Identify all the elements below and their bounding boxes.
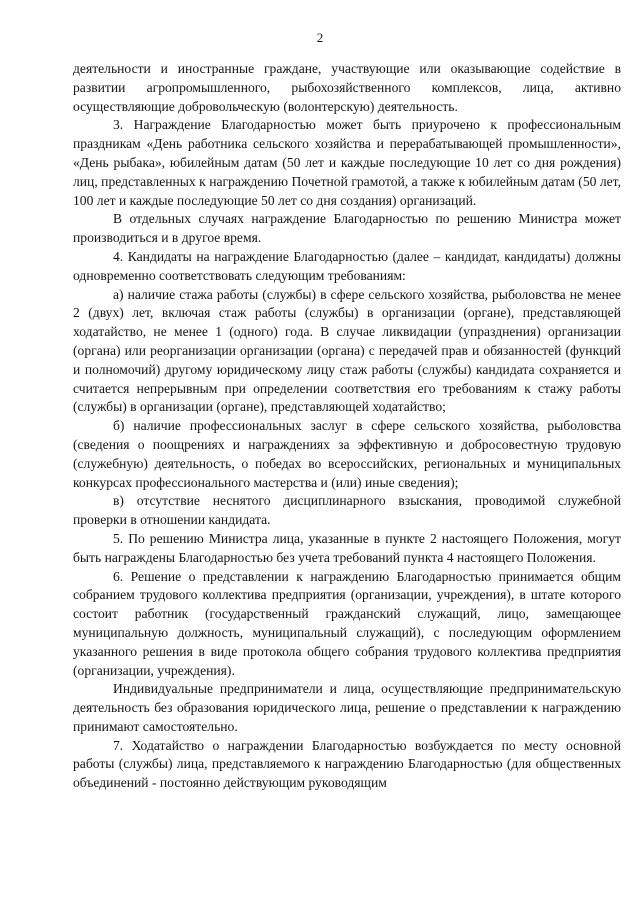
document-body bbox=[73, 60, 621, 793]
paragraph-item-4b: б) наличие профессиональных заслуг в сфере сельского хозяйства, рыболовства (сведения о поощрениях и награждениях за эффективную и добросовестную трудовую (служебную) деятельность, о победах во всероссийских, региональных и муниципальных конкурсах профессионального мастерства и (или) иные сведения); bbox=[73, 418, 621, 490]
page-number: 2 bbox=[316, 30, 324, 45]
paragraph-item-4: 4. Кандидаты на награждение Благодарностью (далее – кандидат, кандидаты) должны одновременно соответствовать следующим требованиям: bbox=[73, 248, 621, 283]
paragraph-item-7: 7. Ходатайство о награждении Благодарностью возбуждается по месту основной работы (службы) лица, представляемого к награждению Благодарностью (для общественных объединений - постоянно действующим руководящим bbox=[73, 737, 621, 791]
paragraph-entrepreneurs: Индивидуальные предприниматели и лица, осуществляющие предпринимательскую деятельность без образования юридического лица, решение о представлении к награждению принимают самостоятельно. bbox=[73, 681, 621, 734]
paragraph-item-3: 3. Награждение Благодарностью может быть приурочено к профессиональным праздникам «День работника сельского хозяйства и перерабатывающей промышленности», «День рыбака», юбилейным датам (50 лет и каждые последующие 10 лет со дня рождения) лиц, представленных к награждению Почетной грамотой, а также к юбилейным датам (50 лет, 100 лет и каждые последующие 50 лет со дня создания) организаций. bbox=[73, 117, 621, 208]
paragraph-item-4c: в) отсутствие неснятого дисциплинарного взыскания, проводимой служебной проверки в отношении кандидата. bbox=[73, 493, 621, 528]
paragraph-item-5: 5. По решению Министра лица, указанные в пункте 2 настоящего Положения, могут быть награждены Благодарностью без учета требований пункта 4 настоящего Положения. bbox=[73, 530, 621, 565]
paragraph-item-4a: а) наличие стажа работы (службы) в сфере сельского хозяйства, рыболовства не менее 2 (двух) лет, включая стаж работы (службы) в организации (органе), представляющей ходатайство, не менее 1 (одного) года. В случае ликвидации (упразднения) организации (органа) или реорганизации организации (органа) с передачей прав и обязанностей (функций и полномочий) другому юридическому лицу стаж работы (службы) кандидата сохраняется и считается непрерывным при определении соответствия его требованиям к стажу работы (службы) в организации (органе), представляющей ходатайство; bbox=[73, 286, 621, 415]
paragraph-item-6: 6. Решение о представлении к награждению Благодарностью принимается общим собранием трудового коллектива предприятия (организации, учреждения), в штате которого состоит работник (государственный гражданский служащий, лицо, замещающее муниципальную должность, муниципальный служащий), с последующим оформлением указанного решения в виде протокола общего собрания трудового коллектива предприятия (организации, учреждения). bbox=[73, 568, 621, 678]
paragraph-exceptional-cases: В отдельных случаях награждение Благодарностью по решению Министра может производиться и в другое время. bbox=[73, 211, 621, 246]
paragraph-continuation: деятельности и иностранные граждане, участвующие или оказывающие содействие в развитии агропромышленного, рыбохозяйственного комплексов, лица, активно осуществляющие добровольческую (волонтерскую) деятельность. bbox=[73, 61, 621, 114]
